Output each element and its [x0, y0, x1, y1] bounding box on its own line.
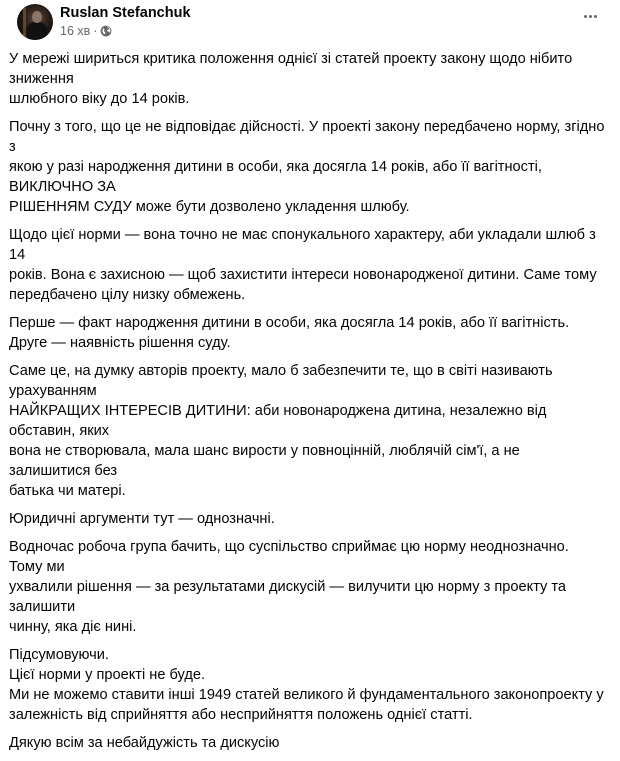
text-line: Друге — наявність рішення суду.	[9, 335, 231, 351]
text-line: Юридичні аргументи тут — однозначні.	[9, 511, 275, 527]
text-line: РІШЕННЯМ СУДУ може бути дозволено укладення шлюбу.	[9, 199, 410, 215]
more-options-icon-dot	[594, 15, 597, 18]
text-line: Водночас робоча група бачить, що суспільство сприймає цю норму неоднозначно. Тому ми	[9, 539, 569, 575]
text-line: чинну, яка діє нині.	[9, 619, 137, 635]
text-line: батька чи матері.	[9, 483, 126, 499]
post-meta	[60, 4, 191, 39]
avatar-background-detail	[23, 8, 26, 38]
text-line: Почну з того, що це не відповідає дійсності. У проекті закону передбачено норму, згідно з	[9, 119, 605, 155]
post-subline	[60, 23, 191, 39]
avatar-figure-body	[27, 22, 47, 40]
text-line: ухвалили рішення — за результатами дискусій — вилучити цю норму з проекту та залишити	[9, 579, 567, 615]
post-paragraph	[9, 509, 605, 529]
text-line: якою у разі народження дитини в особи, яка досягла 14 років, або її вагітності, ВИКЛЮЧНО ЗА	[9, 159, 542, 195]
text-line: років. Вона є захисною — щоб захистити інтереси новонародженої дитини. Саме тому	[9, 267, 597, 283]
more-options-button[interactable]	[578, 8, 602, 24]
text-line: залежність від сприйняття або несприйняття положень однієї статті.	[9, 707, 473, 723]
post-paragraph	[9, 313, 605, 353]
text-line: Перше — факт народження дитини в особи, яка досягла 14 років, або її вагітність.	[9, 315, 570, 331]
post-paragraph	[9, 49, 605, 109]
post-paragraph	[9, 537, 605, 637]
text-line: шлюбного віку до 14 років.	[9, 91, 190, 107]
text-line: Ми не можемо ставити інші 1949 статей великого й фундаментального законопроекту у	[9, 687, 604, 703]
text-line: Підсумовуючи.	[9, 647, 109, 663]
post-paragraph	[9, 117, 605, 217]
post-paragraph	[9, 733, 605, 753]
text-line: У мережі шириться критика положення однієї зі статей проекту закону щодо нібито зниження	[9, 51, 573, 87]
post-paragraph	[9, 225, 605, 305]
text-line: Щодо цієї норми — вона точно не має спонукального характеру, аби укладали шлюб з 14	[9, 227, 596, 263]
post-paragraph	[9, 361, 605, 501]
avatar[interactable]	[17, 4, 53, 40]
post-body	[9, 49, 605, 761]
globe-icon[interactable]	[100, 25, 112, 37]
more-options-icon-dot	[589, 15, 592, 18]
text-line: вона не створювала, мала шанс вирости у повноцінній, люблячій сім'ї, а не залишитися без	[9, 443, 520, 479]
author-name[interactable]: Ruslan Stefanchuk	[60, 5, 191, 21]
post-paragraph	[9, 645, 605, 725]
text-line: Дякую всім за небайдужість та дискусію	[9, 735, 280, 751]
text-line: НАЙКРАЩИХ ІНТЕРЕСІВ ДИТИНИ: аби новонароджена дитина, незалежно від обставин, яких	[9, 403, 547, 439]
more-options-icon-dot	[584, 15, 587, 18]
text-line: передбачено цілу низку обмежень.	[9, 287, 246, 303]
text-line: Цієї норми у проекті не буде.	[9, 667, 206, 683]
post-timestamp[interactable]: 16 хв	[60, 24, 91, 38]
text-line: Саме це, на думку авторів проекту, мало б забезпечити те, що в світі називають урахуванням	[9, 363, 553, 399]
post-header	[8, 0, 620, 44]
avatar-figure-head	[32, 11, 42, 23]
separator-dot: ·	[93, 24, 98, 38]
